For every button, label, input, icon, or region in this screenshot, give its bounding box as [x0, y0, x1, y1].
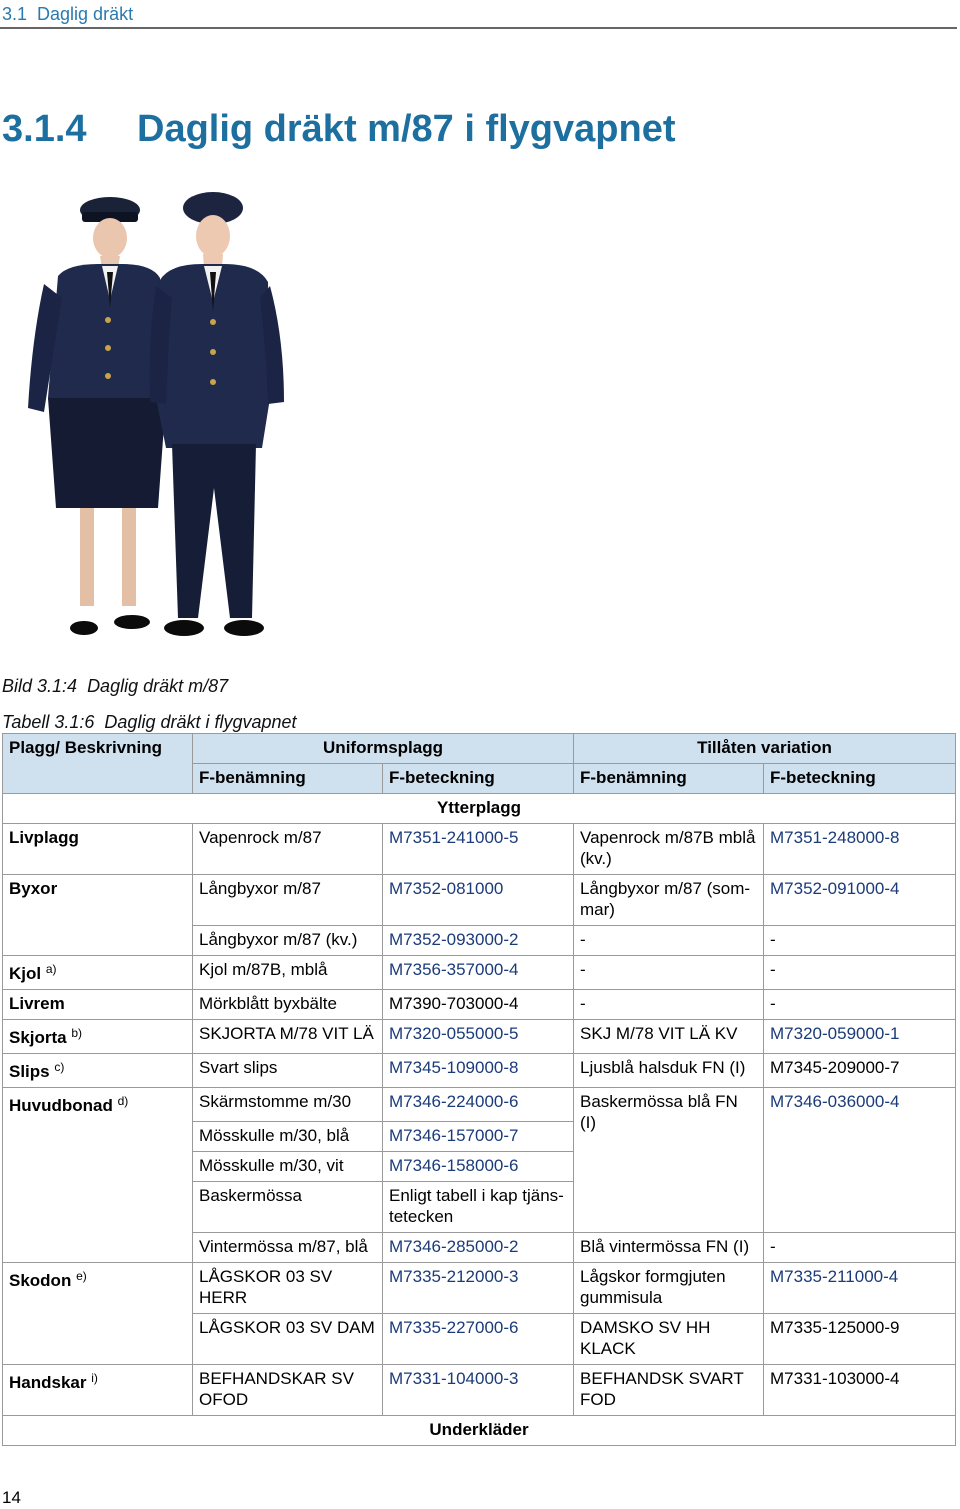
table-row: [3, 1088, 956, 1122]
item-label: Kjol: [9, 964, 42, 983]
section-label: Underkläder: [3, 1415, 956, 1445]
item-cell: [3, 956, 193, 990]
item-cell: Livplagg: [3, 824, 193, 875]
footnote-ref: a): [45, 962, 57, 976]
table-row: [3, 1313, 956, 1364]
variation-name-cell: Ljusblå halsduk FN (I): [574, 1054, 764, 1088]
item-cell: [3, 1054, 193, 1088]
footnote-ref: i): [91, 1370, 98, 1385]
uniform-name-cell: BEFHANDSKAR SV OFOD: [193, 1364, 383, 1415]
uniform-name-cell: Vapenrock m/87: [193, 824, 383, 875]
uniform-name-cell: Mösskulle m/30, blå: [193, 1121, 383, 1151]
variation-name-cell: Lågskor formgjuten gummisula: [574, 1262, 764, 1313]
variation-code-cell: M7335-125000-9: [764, 1313, 956, 1364]
table-row: [3, 1054, 956, 1088]
item-label: Handskar: [9, 1372, 87, 1392]
variation-code-cell: -: [764, 1232, 956, 1262]
uniform-photo: [8, 188, 308, 668]
uniform-name-cell: LÅGSKOR 03 SV DAM: [193, 1313, 383, 1364]
item-cell: [3, 1181, 193, 1232]
variation-code-cell: -: [764, 956, 956, 990]
item-cell: [3, 1020, 193, 1054]
variation-code-cell: -: [764, 990, 956, 1020]
variation-code-cell: M7320-059000-1: [764, 1020, 956, 1054]
table-row: [3, 926, 956, 956]
uniform-name-cell: Svart slips: [193, 1054, 383, 1088]
female-uniform-figure: [28, 197, 173, 635]
uniform-code-cell: M7331-104000-3: [383, 1364, 574, 1415]
table-row: [3, 1262, 956, 1313]
running-header: [0, 4, 957, 29]
item-cell: [3, 1088, 193, 1122]
table-caption-label: Tabell 3.1:6: [2, 712, 95, 732]
item-cell: [3, 926, 193, 956]
col-fbeteckning-variation: F-beteckning: [764, 764, 956, 794]
item-label: Skjorta: [9, 1028, 67, 1047]
uniform-name-cell: Kjol m/87B, mblå: [193, 956, 383, 990]
table-caption-text: Daglig dräkt i flygvapnet: [104, 712, 297, 732]
running-header-title: Daglig dräkt: [37, 4, 134, 24]
section-row-underklader: [3, 1415, 956, 1445]
col-fbeteckning-uniform: F-beteckning: [383, 764, 574, 794]
uniform-name-cell: Mösskulle m/30, vit: [193, 1151, 383, 1181]
figure-caption-text: Daglig dräkt m/87: [87, 676, 229, 696]
col-fbenamning-variation: F-benämning: [574, 764, 764, 794]
footnote-ref: d): [117, 1094, 129, 1108]
item-cell: [3, 1313, 193, 1364]
item-cell: [3, 1262, 193, 1313]
item-cell: Byxor: [3, 875, 193, 926]
table-row: [3, 1020, 956, 1054]
variation-name-cell: BEFHANDSK SVART FOD: [574, 1364, 764, 1415]
variation-name-cell: -: [574, 990, 764, 1020]
table-row: [3, 824, 956, 875]
uniform-code-cell: Enligt tabell i kap tjäns-tetecken: [383, 1181, 574, 1232]
variation-name-cell: Baskermössa blå FN (I): [574, 1088, 764, 1233]
footnote-ref: e): [76, 1268, 87, 1283]
variation-name-cell: DAMSKO SV HH KLACK: [574, 1313, 764, 1364]
uniform-name-cell: LÅGSKOR 03 SV HERR: [193, 1262, 383, 1313]
footnote-ref: c): [54, 1060, 65, 1074]
uniform-code-cell: M7320-055000-5: [383, 1020, 574, 1054]
uniform-code-cell: M7356-357000-4: [383, 956, 574, 990]
variation-name-cell: SKJ M/78 VIT LÄ KV: [574, 1020, 764, 1054]
running-header-number: 3.1: [2, 4, 28, 24]
variation-code-cell: M7351-248000-8: [764, 824, 956, 875]
uniform-name-cell: Långbyxor m/87: [193, 875, 383, 926]
variation-name-cell: Vapenrock m/87B mblå (kv.): [574, 824, 764, 875]
item-cell: [3, 1121, 193, 1151]
uniform-name-cell: Mörkblått byxbälte: [193, 990, 383, 1020]
variation-code-cell: M7335-211000-4: [764, 1262, 956, 1313]
uniform-code-cell: M7346-158000-6: [383, 1151, 574, 1181]
uniform-code-cell: M7352-081000: [383, 875, 574, 926]
variation-code-cell: M7345-209000-7: [764, 1054, 956, 1088]
item-cell: Livrem: [3, 990, 193, 1020]
uniform-code-cell: M7352-093000-2: [383, 926, 574, 956]
variation-name-cell: Blå vintermössa FN (I): [574, 1232, 764, 1262]
col-fbenamning-uniform: F-benämning: [193, 764, 383, 794]
uniform-name-cell: Långbyxor m/87 (kv.): [193, 926, 383, 956]
footnote-ref: b): [71, 1026, 83, 1040]
section-title: [2, 108, 675, 151]
figure-caption-label: Bild 3.1:4: [2, 676, 78, 696]
section-row-ytterplagg: [3, 794, 956, 824]
section-title-text: Daglig dräkt m/87 i flygvapnet: [137, 108, 676, 150]
variation-code-cell: M7346-036000-4: [764, 1088, 956, 1233]
table-row: [3, 875, 956, 926]
uniform-name-cell: Skärmstomme m/30: [193, 1088, 383, 1122]
group-variation-header: Tillåten variation: [574, 734, 956, 764]
section-number: 3.1.4: [2, 108, 87, 150]
col-plagg-header: Plagg/ Beskrivning: [3, 734, 193, 794]
uniform-code-cell: M7346-224000-6: [383, 1088, 574, 1122]
table-row: [3, 956, 956, 990]
uniform-code-cell: M7346-285000-2: [383, 1232, 574, 1262]
item-label: Skodon: [9, 1270, 72, 1290]
uniform-code-cell: M7390-703000-4: [383, 990, 574, 1020]
uniform-code-cell: M7345-109000-8: [383, 1054, 574, 1088]
section-label: Ytterplagg: [3, 794, 956, 824]
figure-caption: [2, 676, 228, 697]
uniform-name-cell: Baskermössa: [193, 1181, 383, 1232]
table-row: [3, 990, 956, 1020]
variation-code-cell: -: [764, 926, 956, 956]
group-uniform-header: Uniformsplagg: [193, 734, 574, 764]
variation-code-cell: M7352-091000-4: [764, 875, 956, 926]
page-number: 14: [2, 1488, 21, 1507]
variation-name-cell: Långbyxor m/87 (som-mar): [574, 875, 764, 926]
table-row: [3, 1364, 956, 1415]
uniform-code-cell: M7346-157000-7: [383, 1121, 574, 1151]
item-label: Huvudbonad: [9, 1096, 113, 1115]
table-caption: [2, 712, 297, 733]
uniform-table: [2, 733, 956, 1446]
item-cell: [3, 1151, 193, 1181]
male-uniform-figure: [150, 192, 284, 636]
variation-name-cell: -: [574, 956, 764, 990]
item-cell: [3, 1232, 193, 1262]
item-label: Slips: [9, 1062, 50, 1081]
uniform-code-cell: M7335-227000-6: [383, 1313, 574, 1364]
variation-code-cell: M7331-103000-4: [764, 1364, 956, 1415]
table-header-row: [3, 734, 956, 764]
uniform-code-cell: M7351-241000-5: [383, 824, 574, 875]
table-row: [3, 1232, 956, 1262]
uniform-code-cell: M7335-212000-3: [383, 1262, 574, 1313]
item-cell: [3, 1364, 193, 1415]
uniform-name-cell: Vintermössa m/87, blå: [193, 1232, 383, 1262]
variation-name-cell: -: [574, 926, 764, 956]
uniform-name-cell: SKJORTA M/78 VIT LÄ: [193, 1020, 383, 1054]
